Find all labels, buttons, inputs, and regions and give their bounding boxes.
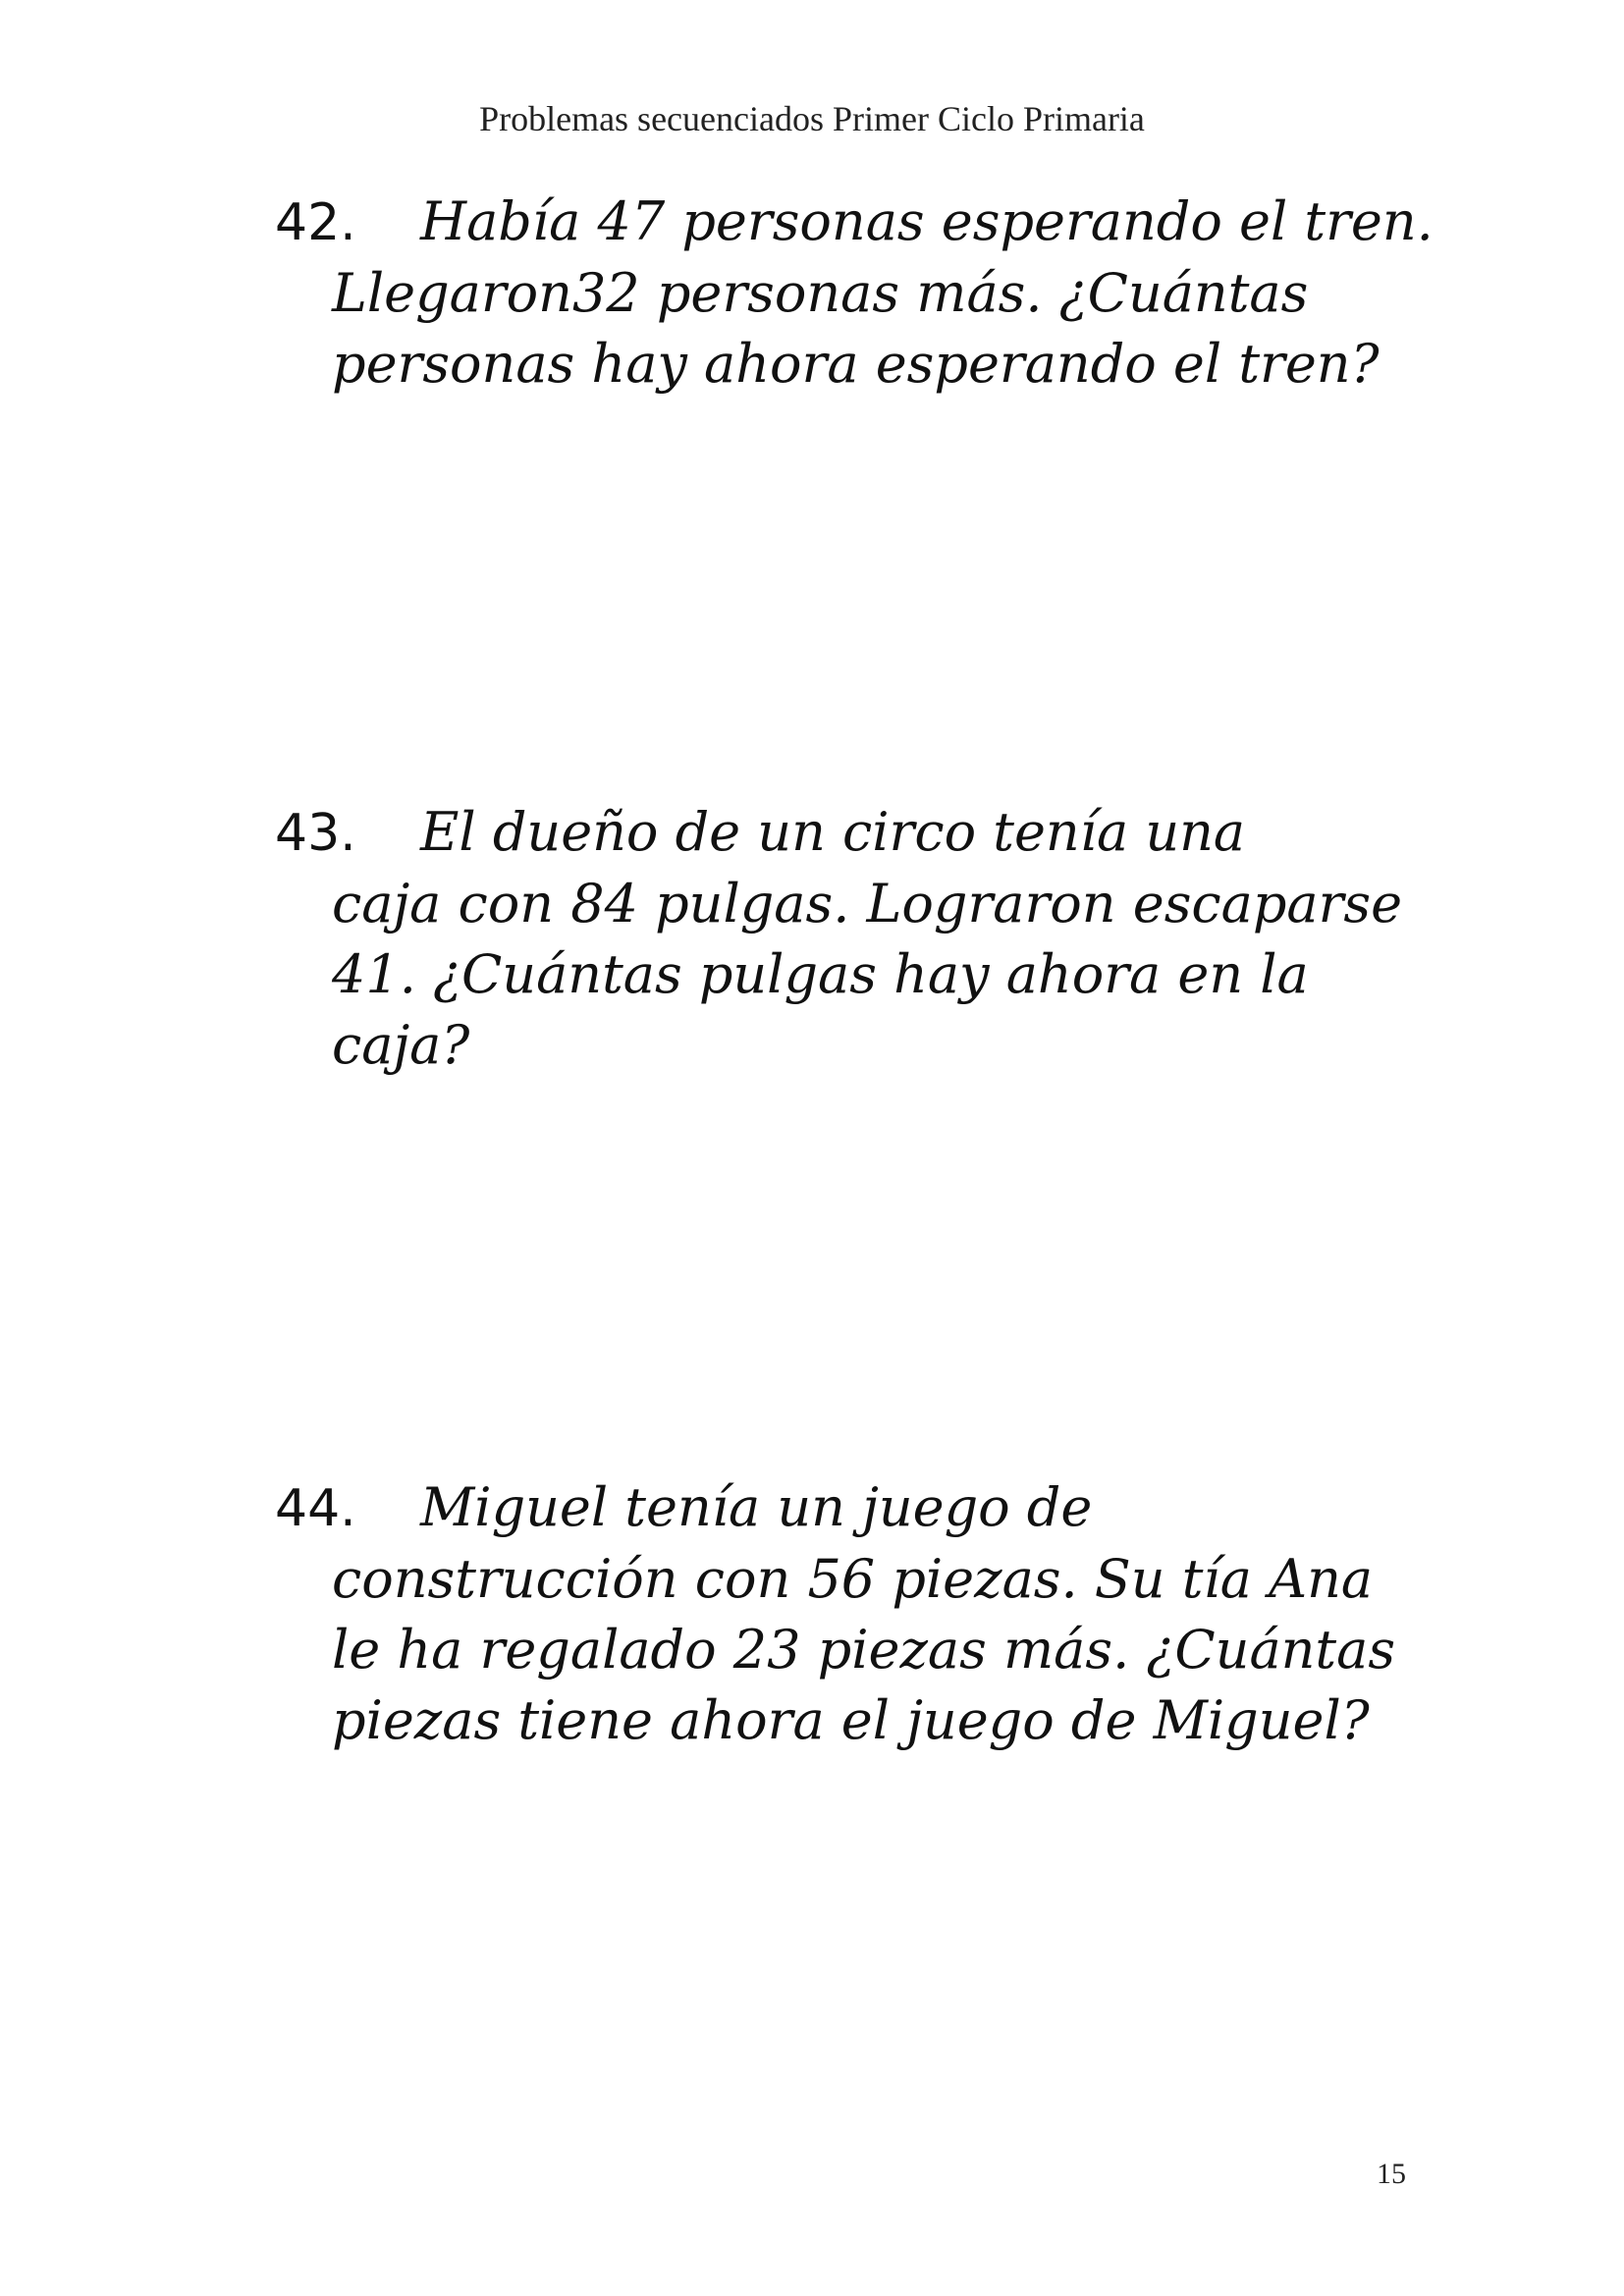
problem-first-line xyxy=(275,1472,1404,1544)
problem-text: Había 47 personas esperando el tren. xyxy=(420,190,1434,252)
problem-text-line: Llegaron32 personas más. ¿Cuántas xyxy=(332,262,1309,324)
problem-first-line xyxy=(275,797,1404,869)
problem-text: Miguel tenía un juego de xyxy=(420,1476,1093,1538)
page-header-title: Problemas secuenciados Primer Ciclo Primaria xyxy=(479,99,1145,138)
problem-42 xyxy=(275,187,1434,400)
problem-text-line: personas hay ahora esperando el tren? xyxy=(332,333,1380,395)
problem-text-line: 41. ¿Cuántas pulgas hay ahora en la xyxy=(332,943,1309,1005)
problem-44 xyxy=(275,1472,1404,1756)
problem-number: 44. xyxy=(275,1479,356,1538)
problem-text: El dueño de un circo tenía una xyxy=(420,801,1246,863)
problem-text-line: piezas tiene ahora el juego de Miguel? xyxy=(332,1689,1370,1751)
problem-text-line: construcción con 56 piezas. Su tía Ana xyxy=(332,1548,1374,1610)
problem-first-line xyxy=(275,187,1434,258)
problem-43 xyxy=(275,797,1404,1081)
page-number: 15 xyxy=(1377,2158,1406,2190)
problem-text-line: caja? xyxy=(332,1014,470,1076)
problem-number: 42. xyxy=(275,193,356,252)
problem-number: 43. xyxy=(275,804,356,863)
problem-text-line: le ha regalado 23 piezas más. ¿Cuántas xyxy=(332,1619,1396,1681)
problem-text-line: caja con 84 pulgas. Lograron escaparse xyxy=(332,873,1403,934)
